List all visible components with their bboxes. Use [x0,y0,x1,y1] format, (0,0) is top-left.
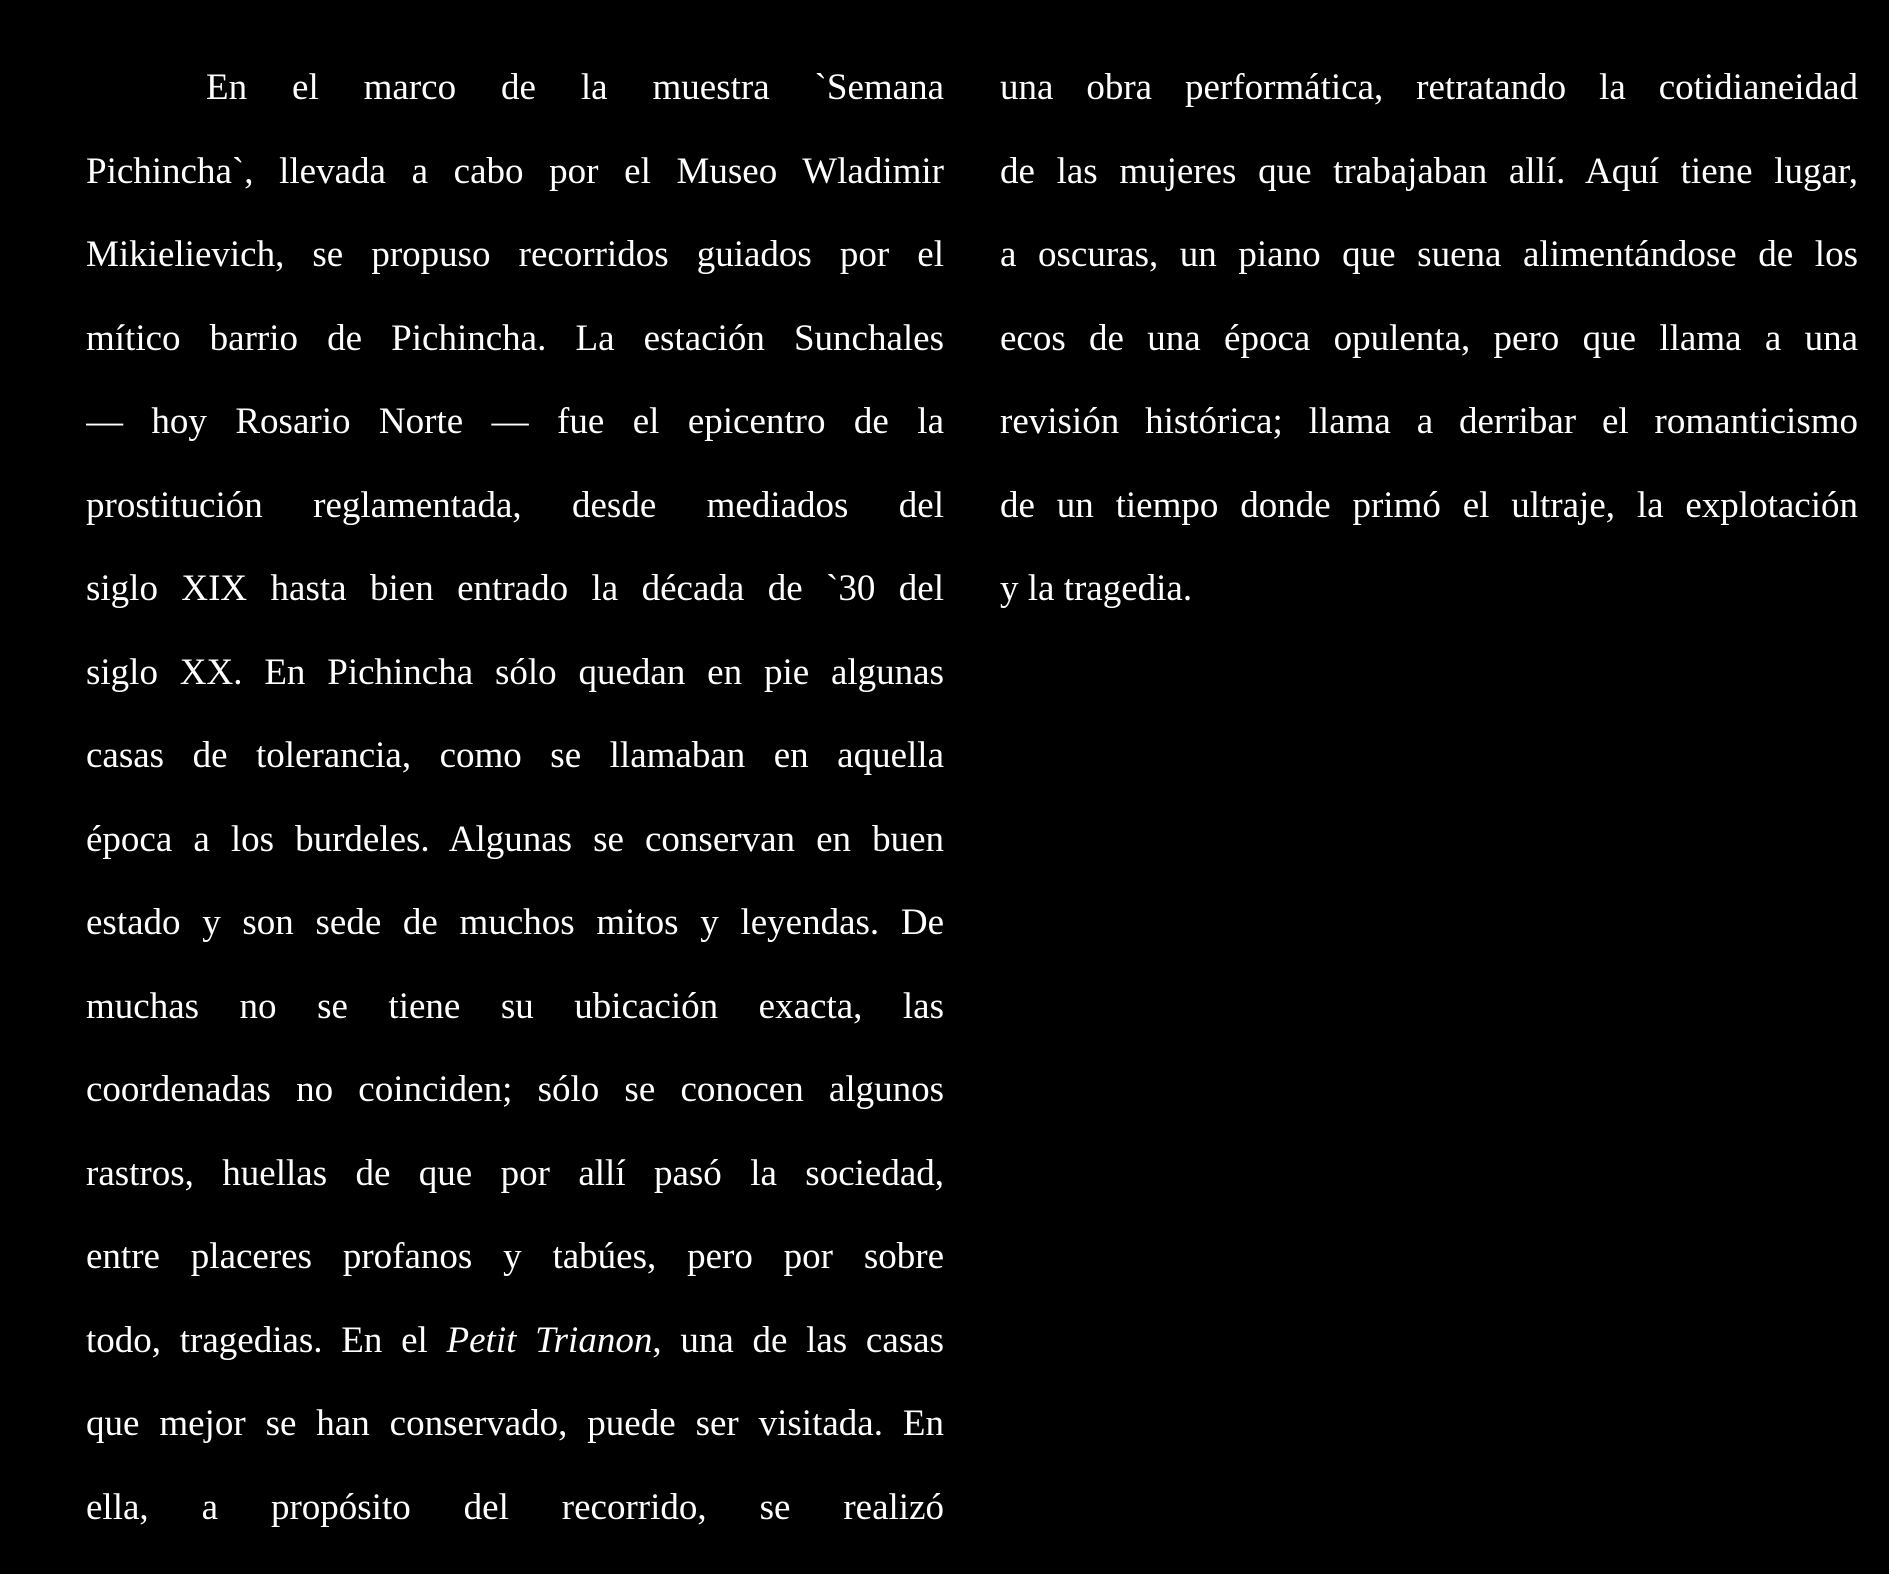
text-line: muchas no se tiene su ubicación exacta, las [86,985,944,1027]
text-line: — hoy Rosario Norte — fue el epicentro de la [86,401,944,442]
text-line: época a los burdeles. Algunas se conservan en buen [86,818,944,860]
text-segment: todo, tragedias. En el [86,1319,447,1361]
text-line: siglo XIX hasta bien entrado la década de `30 del [86,568,944,609]
text-line: una obra performática, retratando la cotidianeidad [1000,67,1858,108]
text-line: que mejor se han conservado, puede ser visitada. En [86,1403,944,1444]
text-line: rastros, huellas de que por allí pasó la sociedad, [86,1152,944,1194]
text-line: estado y son sede de muchos mitos y leyendas. De [86,902,944,943]
text-line: Mikielievich, se propuso recorridos guiados por el [86,234,944,275]
text-segment: , una de las casas [652,1319,944,1361]
left-text-column [86,46,944,1549]
text-line-with-italic [86,1299,944,1383]
text-line: entre placeres profanos y tabúes, pero por sobre [86,1236,944,1277]
text-line: ella, a propósito del recorrido, se realizó [86,1486,944,1528]
text-line: a oscuras, un piano que suena alimentándose de los [1000,234,1858,275]
text-line: siglo XX. En Pichincha sólo quedan en pie algunas [86,651,944,693]
text-line: prostitución reglamentada, desde mediados del [86,484,944,526]
text-line: coordenadas no coinciden; sólo se conocen algunos [86,1069,944,1110]
text-line: En el marco de la muestra `Semana [206,67,944,108]
italic-title-petit-trianon: Petit Trianon [446,1319,653,1361]
text-line: mítico barrio de Pichincha. La estación Sunchales [86,317,944,359]
text-line: Pichincha`, llevada a cabo por el Museo Wladimir [86,150,944,192]
text-line: ecos de una época opulenta, pero que llama a una [1000,317,1858,359]
text-line: casas de tolerancia, como se llamaban en aquella [86,735,944,776]
right-text-column [1000,46,1858,631]
text-line: de un tiempo donde primó el ultraje, la explotación [1000,484,1858,526]
text-line: revisión histórica; llama a derribar el romanticismo [1000,401,1858,442]
text-line: de las mujeres que trabajaban allí. Aquí tiene lugar, [1000,150,1858,192]
text-line-last: y la tragedia. [1000,568,1193,609]
